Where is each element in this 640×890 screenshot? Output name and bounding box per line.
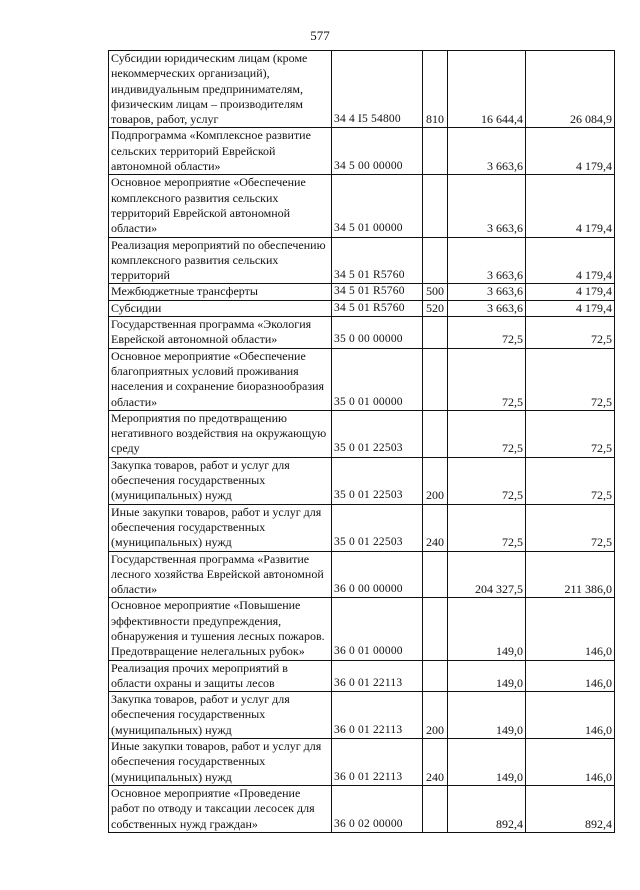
row-value-2021-cell: 149,0 <box>448 739 526 786</box>
table-row <box>109 317 615 349</box>
row-expense-type-cell: 240 <box>423 504 448 551</box>
row-expense-type-cell <box>423 660 448 692</box>
row-name-cell: Иные закупки товаров, работ и услуг для обеспечения государственных (муниципальных) нужд <box>109 504 332 551</box>
row-value-2022-cell: 146,0 <box>526 739 615 786</box>
row-code-cell: 35 0 01 22503 <box>332 457 423 504</box>
row-value-2021-cell: 16 644,4 <box>448 51 526 128</box>
row-value-2022-cell: 211 386,0 <box>526 551 615 598</box>
row-name-cell: Основное мероприятие «Проведение работ по отводу и таксации лесосек для собственных нужд граждан» <box>109 785 332 832</box>
row-value-2022-cell: 4 179,4 <box>526 300 615 316</box>
row-code-cell: 34 5 01 R5760 <box>332 300 423 316</box>
row-name-cell: Основное мероприятие «Повышение эффективности предупреждения, обнаружения и тушения лесных пожаров. Предотвращение нелегальных рубок» <box>109 598 332 660</box>
row-name-cell: Основное мероприятие «Обеспечение благоприятных условий проживания населения и сохранение биоразнообразия области» <box>109 348 332 410</box>
row-code-cell: 36 0 02 00000 <box>332 785 423 832</box>
row-code-cell: 35 0 01 22503 <box>332 410 423 457</box>
row-expense-type-cell <box>423 175 448 237</box>
row-value-2021-cell: 892,4 <box>448 785 526 832</box>
table-row <box>109 410 615 457</box>
table-row <box>109 237 615 284</box>
row-expense-type-cell <box>423 410 448 457</box>
row-name-cell: Субсидии <box>109 300 332 316</box>
row-value-2021-cell: 149,0 <box>448 660 526 692</box>
row-value-2022-cell: 4 179,4 <box>526 175 615 237</box>
row-name-cell: Государственная программа «Развитие лесного хозяйства Еврейской автономной области» <box>109 551 332 598</box>
row-value-2021-cell: 72,5 <box>448 348 526 410</box>
row-value-2021-cell: 3 663,6 <box>448 237 526 284</box>
row-expense-type-cell <box>423 237 448 284</box>
row-expense-type-cell <box>423 317 448 349</box>
row-value-2021-cell: 3 663,6 <box>448 175 526 237</box>
table-row <box>109 785 615 832</box>
row-expense-type-cell: 500 <box>423 284 448 300</box>
row-value-2021-cell: 3 663,6 <box>448 128 526 175</box>
row-name-cell: Мероприятия по предотвращению негативного воздействия на окружающую среду <box>109 410 332 457</box>
table-row <box>109 128 615 175</box>
row-name-cell: Закупка товаров, работ и услуг для обеспечения государственных (муниципальных) нужд <box>109 457 332 504</box>
row-value-2021-cell: 72,5 <box>448 317 526 349</box>
row-value-2022-cell: 146,0 <box>526 660 615 692</box>
row-value-2021-cell: 149,0 <box>448 598 526 660</box>
row-expense-type-cell <box>423 348 448 410</box>
row-code-cell: 36 0 01 22113 <box>332 692 423 739</box>
table-body <box>109 51 615 833</box>
table-row <box>109 692 615 739</box>
row-code-cell: 34 4 I5 54800 <box>332 51 423 128</box>
row-expense-type-cell <box>423 551 448 598</box>
row-expense-type-cell: 240 <box>423 739 448 786</box>
row-value-2021-cell: 72,5 <box>448 504 526 551</box>
row-value-2022-cell: 72,5 <box>526 504 615 551</box>
row-value-2022-cell: 4 179,4 <box>526 284 615 300</box>
page-number: 577 <box>310 28 330 43</box>
table-row <box>109 457 615 504</box>
row-expense-type-cell <box>423 128 448 175</box>
row-value-2022-cell: 4 179,4 <box>526 237 615 284</box>
table-row <box>109 51 615 128</box>
row-expense-type-cell: 200 <box>423 457 448 504</box>
row-value-2021-cell: 149,0 <box>448 692 526 739</box>
table-row <box>109 175 615 237</box>
row-value-2022-cell: 72,5 <box>526 457 615 504</box>
row-name-cell: Подпрограмма «Комплексное развитие сельских территорий Еврейской автономной области» <box>109 128 332 175</box>
table-row <box>109 504 615 551</box>
row-value-2022-cell: 26 084,9 <box>526 51 615 128</box>
row-name-cell: Основное мероприятие «Обеспечение комплексного развития сельских территорий Еврейской автономной области» <box>109 175 332 237</box>
row-code-cell: 35 0 01 22503 <box>332 504 423 551</box>
row-code-cell: 36 0 01 00000 <box>332 598 423 660</box>
row-expense-type-cell: 200 <box>423 692 448 739</box>
budget-table <box>108 50 615 833</box>
row-code-cell: 36 0 00 00000 <box>332 551 423 598</box>
table-row <box>109 598 615 660</box>
row-value-2022-cell: 892,4 <box>526 785 615 832</box>
row-value-2022-cell: 146,0 <box>526 598 615 660</box>
table-row <box>109 300 615 316</box>
row-value-2022-cell: 4 179,4 <box>526 128 615 175</box>
row-expense-type-cell: 810 <box>423 51 448 128</box>
row-code-cell: 35 0 00 00000 <box>332 317 423 349</box>
row-value-2022-cell: 146,0 <box>526 692 615 739</box>
row-value-2021-cell: 3 663,6 <box>448 300 526 316</box>
row-value-2021-cell: 204 327,5 <box>448 551 526 598</box>
row-code-cell: 35 0 01 00000 <box>332 348 423 410</box>
row-name-cell: Реализация мероприятий по обеспечению комплексного развития сельских территорий <box>109 237 332 284</box>
row-value-2021-cell: 72,5 <box>448 457 526 504</box>
row-name-cell: Межбюджетные трансферты <box>109 284 332 300</box>
row-expense-type-cell <box>423 598 448 660</box>
row-value-2022-cell: 72,5 <box>526 317 615 349</box>
table-row <box>109 348 615 410</box>
row-expense-type-cell <box>423 785 448 832</box>
table-row <box>109 284 615 300</box>
row-value-2022-cell: 72,5 <box>526 410 615 457</box>
row-name-cell: Субсидии юридическим лицам (кроме некоммерческих организаций), индивидуальным предпринимателям, физическим лицам – производителям товаров, работ, услуг <box>109 51 332 128</box>
table-row <box>109 551 615 598</box>
row-code-cell: 36 0 01 22113 <box>332 739 423 786</box>
row-value-2021-cell: 3 663,6 <box>448 284 526 300</box>
row-code-cell: 34 5 01 R5760 <box>332 284 423 300</box>
row-name-cell: Закупка товаров, работ и услуг для обеспечения государственных (муниципальных) нужд <box>109 692 332 739</box>
row-expense-type-cell: 520 <box>423 300 448 316</box>
row-name-cell: Государственная программа «Экология Еврейской автономной области» <box>109 317 332 349</box>
table-row <box>109 739 615 786</box>
row-name-cell: Иные закупки товаров, работ и услуг для обеспечения государственных (муниципальных) нужд <box>109 739 332 786</box>
row-value-2021-cell: 72,5 <box>448 410 526 457</box>
row-code-cell: 34 5 01 R5760 <box>332 237 423 284</box>
row-value-2022-cell: 72,5 <box>526 348 615 410</box>
row-code-cell: 34 5 01 00000 <box>332 175 423 237</box>
row-name-cell: Реализация прочих мероприятий в области охраны и защиты лесов <box>109 660 332 692</box>
table-row <box>109 660 615 692</box>
row-code-cell: 34 5 00 00000 <box>332 128 423 175</box>
row-code-cell: 36 0 01 22113 <box>332 660 423 692</box>
